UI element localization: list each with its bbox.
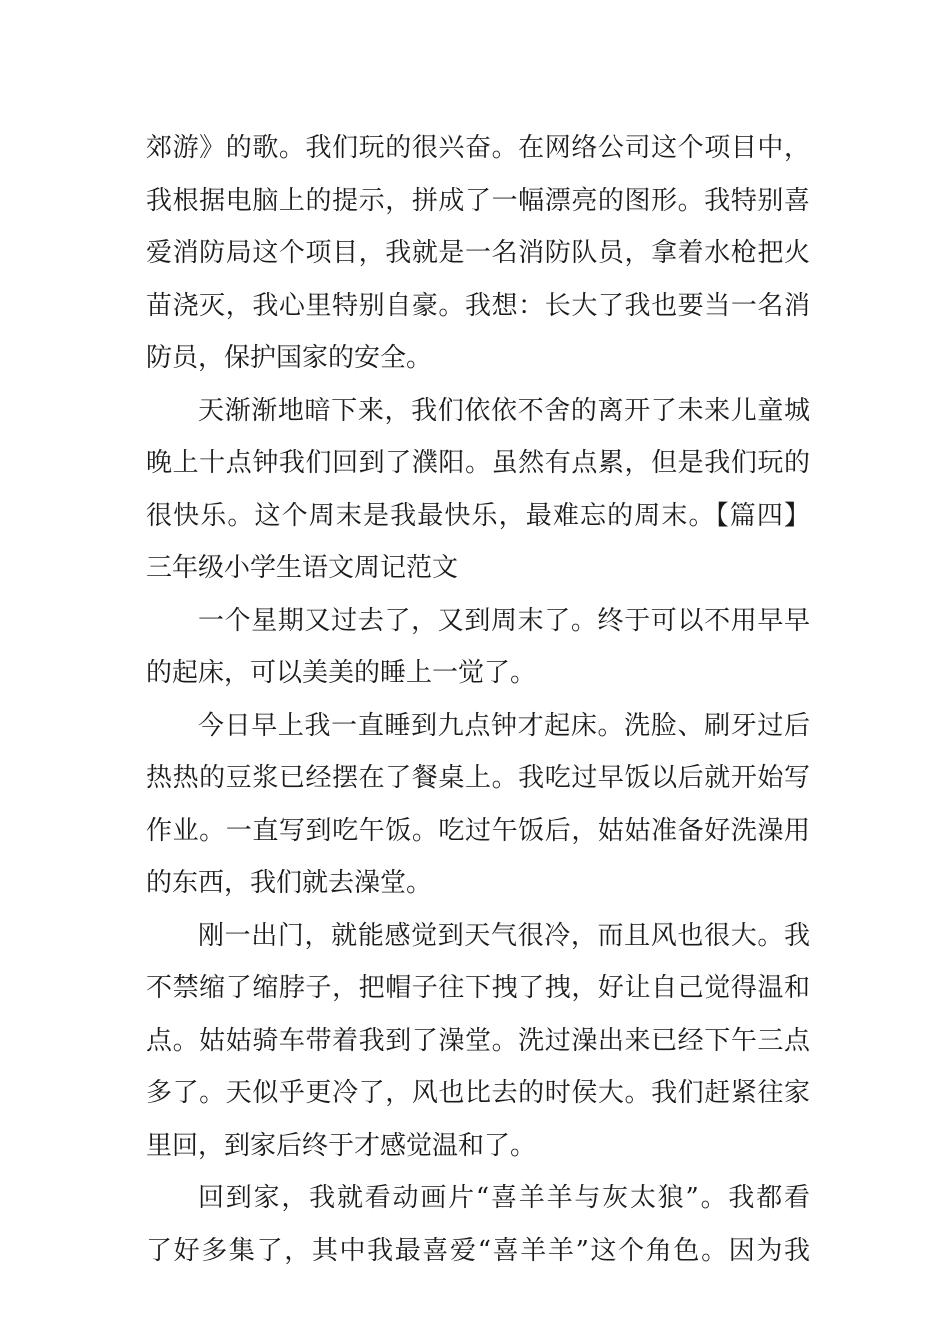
text-line: 了好多集了，其中我最喜爱“喜羊羊”这个角色。因为我 bbox=[146, 1235, 810, 1266]
text-line: 防员，保护国家的安全。 bbox=[146, 343, 433, 373]
text-line: 点。姑姑骑车带着我到了澡堂。洗过澡出来已经下午三点 bbox=[146, 1025, 810, 1056]
text-line: 里回，到家后终于才感觉温和了。 bbox=[146, 1130, 537, 1161]
text-line: 郊游》的歌。我们玩的很兴奋。在网络公司这个项目中， bbox=[146, 133, 810, 163]
text-line: 一个星期又过去了，又到周末了。终于可以不用早早 bbox=[198, 605, 810, 636]
text-line: 今日早上我一直睡到九点钟才起床。洗脸、刷牙过后 bbox=[198, 710, 810, 741]
text-line: 很快乐。这个周末是我最快乐，最难忘的周末。【篇四】 bbox=[146, 500, 810, 531]
text-line: 刚一出门，就能感觉到天气很冷，而且风也很大。我 bbox=[198, 920, 810, 951]
text-line: 不禁缩了缩脖子，把帽子往下拽了拽，好让自己觉得温和 bbox=[146, 973, 810, 1003]
text-line: 热热的豆浆已经摆在了餐桌上。我吃过早饭以后就开始写 bbox=[146, 763, 810, 793]
text-line: 多了。天似乎更冷了，风也比去的时侯大。我们赶紧往家 bbox=[146, 1078, 810, 1108]
text-line: 爱消防局这个项目，我就是一名消防队员，拿着水枪把火 bbox=[146, 238, 810, 268]
text-line: 我根据电脑上的提示，拼成了一幅漂亮的图形。我特别喜 bbox=[146, 185, 810, 216]
text-line: 晚上十点钟我们回到了濮阳。虽然有点累，但是我们玩的 bbox=[146, 448, 810, 478]
text-line: 的东西，我们就去澡堂。 bbox=[146, 868, 433, 898]
text-line: 天渐渐地暗下来，我们依依不舍的离开了未来儿童城 bbox=[198, 395, 810, 426]
text-line: 苗浇灭，我心里特别自豪。我想：长大了我也要当一名消 bbox=[146, 290, 810, 321]
text-line: 作业。一直写到吃午饭。吃过午饭后，姑姑准备好洗澡用 bbox=[146, 815, 810, 846]
document-body bbox=[146, 122, 810, 1277]
text-line: 回到家，我就看动画片“喜羊羊与灰太狼”。我都看 bbox=[198, 1183, 810, 1213]
section-heading: 三年级小学生语文周记范文 bbox=[146, 553, 459, 583]
text-line: 的起床，可以美美的睡上一觉了。 bbox=[146, 658, 537, 688]
